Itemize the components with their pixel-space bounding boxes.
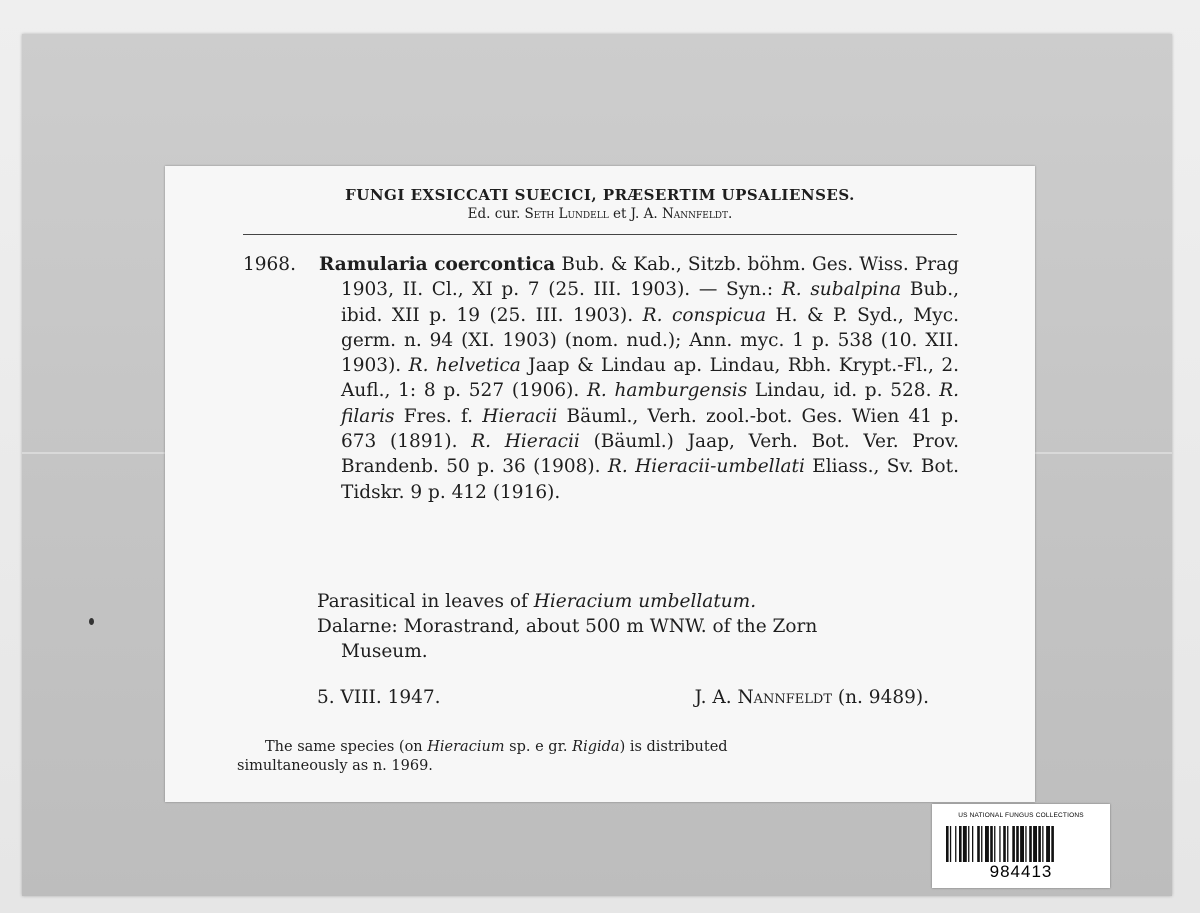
editors-join: et	[608, 206, 631, 222]
habitat-block	[317, 589, 957, 664]
footnote-host: Hieracium	[427, 739, 505, 755]
habitat-line	[317, 589, 957, 614]
synonym-7-name: R. Hieracii-umbellati	[607, 456, 805, 478]
barcode-institution: US NATIONAL FUNGUS COLLECTIONS	[958, 812, 1084, 819]
synonym-5-name: R. filaris	[341, 380, 959, 427]
synonymy-text	[319, 252, 959, 505]
synonym-prefix: Syn.:	[726, 279, 782, 301]
barcode-stripe	[959, 826, 962, 862]
barcode-stripe	[1016, 826, 1019, 862]
synonym-5-host: Hieracii	[482, 405, 558, 427]
barcode-stripe	[1007, 826, 1008, 862]
footnote-line-1	[237, 738, 953, 757]
synonym-7-citation: Eliass., Sv. Bot. Tidskr. 9 p. 412 (1916).	[341, 456, 959, 503]
species-name: Ramularia coercontica	[319, 254, 556, 275]
synonym-5-citation-b: Bäuml., Verh. zool.-bot. Ges. Wien 41 p. 673 (1891).	[341, 405, 959, 453]
editor-2: J. A. Nannfeldt.	[630, 206, 733, 222]
exsiccata-label	[165, 166, 1035, 802]
label-header	[165, 186, 1035, 222]
series-title: FUNGI EXSICCATI SUECICI, PRÆSERTIM UPSALIENSES.	[345, 186, 855, 204]
synonym-5-citation-a: Fres. f.	[394, 405, 483, 427]
collector-number: (n. 9489).	[832, 687, 929, 708]
synonym-1-name: R. subalpina	[781, 279, 902, 301]
collector-name: J. A. Nannfeldt	[694, 687, 833, 708]
barcode-stripe	[1029, 826, 1032, 862]
collection-row	[317, 687, 957, 708]
entry-number: 1968.	[243, 254, 296, 275]
barcode-stripe	[1003, 826, 1006, 862]
synonym-2-name: R. conspicua	[642, 304, 766, 326]
synonym-4-citation: Lindau, id. p. 528.	[747, 380, 940, 402]
barcode-stripe	[955, 826, 956, 862]
barcode-stripe	[981, 826, 982, 862]
locality-line-2: Museum.	[341, 641, 428, 662]
synonym-2-citation: H. & P. Syd., Myc. germ. n. 94 (XI. 1903) (nom. nud.); Ann. myc. 1 p. 538 (10. XII. 1903).	[341, 304, 959, 377]
barcode-stripe	[990, 826, 993, 862]
footnote-part-c: ) is distributed	[619, 739, 728, 755]
editor-1: Seth Lundell	[524, 206, 609, 222]
synonym-3-name: R. helvetica	[408, 355, 521, 377]
dust-speck	[89, 618, 94, 625]
footnote-line-2: simultaneously as n. 1969.	[237, 758, 433, 774]
barcode-stripe	[1046, 826, 1050, 862]
barcode-number: 984413	[989, 862, 1053, 881]
barcode-stripe	[968, 826, 969, 862]
barcode-stripe	[1012, 826, 1015, 862]
habitat-prefix: Parasitical in leaves of	[317, 591, 534, 612]
host-name: Hieracium umbellatum.	[533, 591, 757, 612]
barcode-stripe	[972, 826, 973, 862]
synonym-3-citation: Jaap & Lindau ap. Lindau, Rbh. Krypt.-Fl., 2. Aufl., 1: 8 p. 527 (1906).	[341, 355, 959, 402]
collector-block	[695, 687, 929, 708]
locality-line-1: Dalarne: Morastrand, about 500 m WNW. of the Zorn	[317, 616, 818, 637]
barcode-stripe	[985, 826, 989, 862]
collection-date: 5. VIII. 1947.	[317, 687, 441, 708]
barcode-label	[932, 804, 1110, 888]
barcode-stripe	[946, 826, 949, 862]
synonymy-paragraph	[319, 252, 959, 505]
barcode-stripe	[1033, 826, 1037, 862]
synonym-6-name: R. Hieracii	[471, 431, 580, 453]
species-citation: Bub. & Kab., Sitzb. böhm. Ges. Wiss. Prag 1903, II. Cl., XI p. 7 (25. III. 1903). —	[341, 254, 959, 301]
barcode-stripe	[1020, 826, 1024, 862]
barcode-stripe	[1038, 826, 1041, 862]
synonym-1-citation: Bub., ibid. XII p. 19 (25. III. 1903).	[341, 279, 959, 326]
synonym-6-citation: (Bäuml.) Jaap, Verh. Bot. Ver. Prov. Brandenb. 50 p. 36 (1908).	[341, 431, 959, 478]
synonym-4-name: R. hamburgensis	[586, 380, 748, 402]
footnote-part-a: The same species (on	[265, 739, 428, 755]
footnote-group: Rigida	[572, 739, 620, 755]
barcode-stripe	[1051, 826, 1054, 862]
barcode-stripe	[950, 826, 951, 862]
barcode-stripe	[999, 826, 1000, 862]
footnote-part-b: sp. e gr.	[504, 739, 573, 755]
editors-line	[165, 206, 1035, 222]
barcode-stripe	[1042, 826, 1043, 862]
barcode-stripe	[1025, 826, 1026, 862]
editors-prefix: Ed. cur.	[467, 206, 525, 222]
distribution-note	[237, 738, 953, 776]
barcode-stripe	[963, 826, 967, 862]
header-rule	[243, 234, 957, 235]
barcode-stripe	[994, 826, 995, 862]
barcode-stripe	[977, 826, 980, 862]
barcode-bars	[946, 826, 1096, 862]
